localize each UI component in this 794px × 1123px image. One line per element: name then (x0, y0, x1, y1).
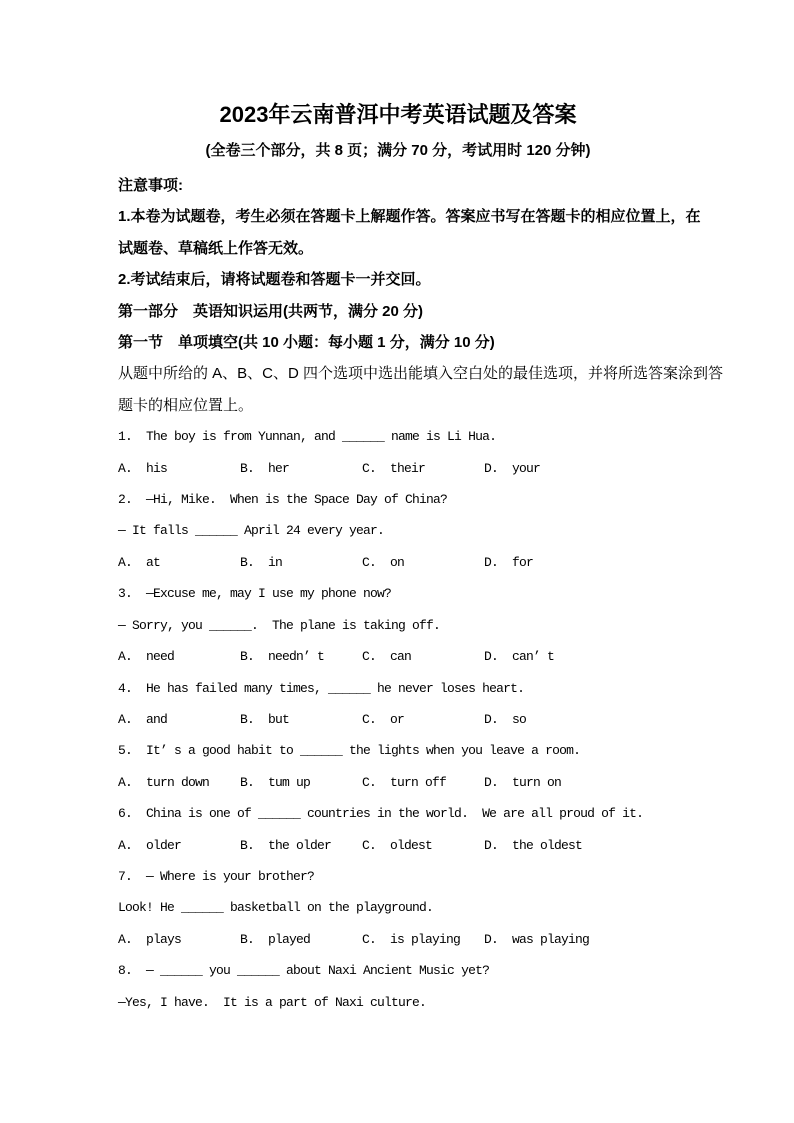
option-c: C. can (362, 649, 412, 665)
notice-line: 试题卷、草稿纸上作答无效。 (118, 239, 314, 257)
option-row (118, 830, 678, 861)
instruction-line: 题卡的相应位置上。 (118, 396, 254, 414)
question-stem: 8. — ______ you ______ about Naxi Ancient Music yet? (118, 963, 490, 979)
option-a: A. at (118, 554, 161, 570)
question-stem: 4. He has failed many times, ______ he never loses heart. (118, 680, 525, 696)
subtitle: (全卷三个部分，共 8 页；满分 70 分，考试用时 120 分钟) (205, 142, 591, 159)
question-stem: —Yes, I have. It is a part of Naxi culture. (118, 994, 427, 1010)
instruction-line: 从题中所给的 A、B、C、D 四个选项中选出能填入空白处的最佳选项，并将所选答案涂到答 (118, 365, 724, 383)
option-b: B. in (240, 554, 283, 570)
question-stem: Look! He ______ basketball on the playground. (118, 900, 434, 916)
option-row (118, 453, 678, 484)
question-stem: — Sorry, you ______. The plane is taking off. (118, 617, 441, 633)
option-d: D. was playing (484, 931, 590, 947)
option-a: A. older (118, 837, 182, 853)
option-c: C. their (362, 460, 426, 476)
option-a: A. turn down (118, 774, 210, 790)
question-stem: — It falls ______ April 24 every year. (118, 523, 385, 539)
option-b: B. needn’ t (240, 649, 325, 665)
notice-line: 1.本卷为试题卷，考生必须在答题卡上解题作答。答案应书写在答题卡的相应位置上，在 (118, 208, 701, 226)
option-row (118, 547, 678, 578)
option-a: A. his (118, 460, 168, 476)
option-row (118, 924, 678, 955)
option-d: D. so (484, 711, 527, 727)
option-row (118, 704, 678, 735)
option-d: D. for (484, 554, 534, 570)
question-stem: 6. China is one of ______ countries in the world. We are all proud of it. (118, 806, 644, 822)
option-b: B. her (240, 460, 290, 476)
option-d: D. your (484, 460, 541, 476)
option-b: B. the older (240, 837, 332, 853)
option-c: C. on (362, 554, 405, 570)
notice-line: 2.考试结束后，请将试题卷和答题卡一并交回。 (118, 271, 431, 289)
question-stem: 2. —Hi, Mike. When is the Space Day of China? (118, 492, 448, 508)
option-c: C. is playing (362, 931, 461, 947)
option-d: D. can’ t (484, 649, 555, 665)
question-stem: 5. It’ s a good habit to ______ the lights when you leave a room. (118, 743, 581, 759)
section1-heading: 第一节 单项填空(共 10 小题：每小题 1 分，满分 10 分) (118, 334, 495, 352)
question-stem: 3. —Excuse me, may I use my phone now? (118, 586, 392, 602)
option-a: A. and (118, 711, 168, 727)
option-b: B. played (240, 931, 311, 947)
option-c: C. oldest (362, 837, 433, 853)
option-c: C. or (362, 711, 405, 727)
option-c: C. turn off (362, 774, 447, 790)
option-d: D. the oldest (484, 837, 583, 853)
option-row (118, 767, 678, 798)
part1-heading: 第一部分 英语知识运用(共两节，满分 20 分) (118, 302, 424, 320)
option-d: D. turn on (484, 774, 562, 790)
notice-heading: 注意事项: (118, 177, 183, 194)
option-row (118, 641, 678, 672)
option-a: A. need (118, 649, 175, 665)
question-stem: 7. — Where is your brother? (118, 868, 315, 884)
question-stem: 1. The boy is from Yunnan, and ______ name is Li Hua. (118, 429, 497, 445)
page-title: 2023年云南普洱中考英语试题及答案 (219, 102, 577, 127)
option-a: A. plays (118, 931, 182, 947)
option-b: B. but (240, 711, 290, 727)
option-b: B. tum up (240, 774, 311, 790)
